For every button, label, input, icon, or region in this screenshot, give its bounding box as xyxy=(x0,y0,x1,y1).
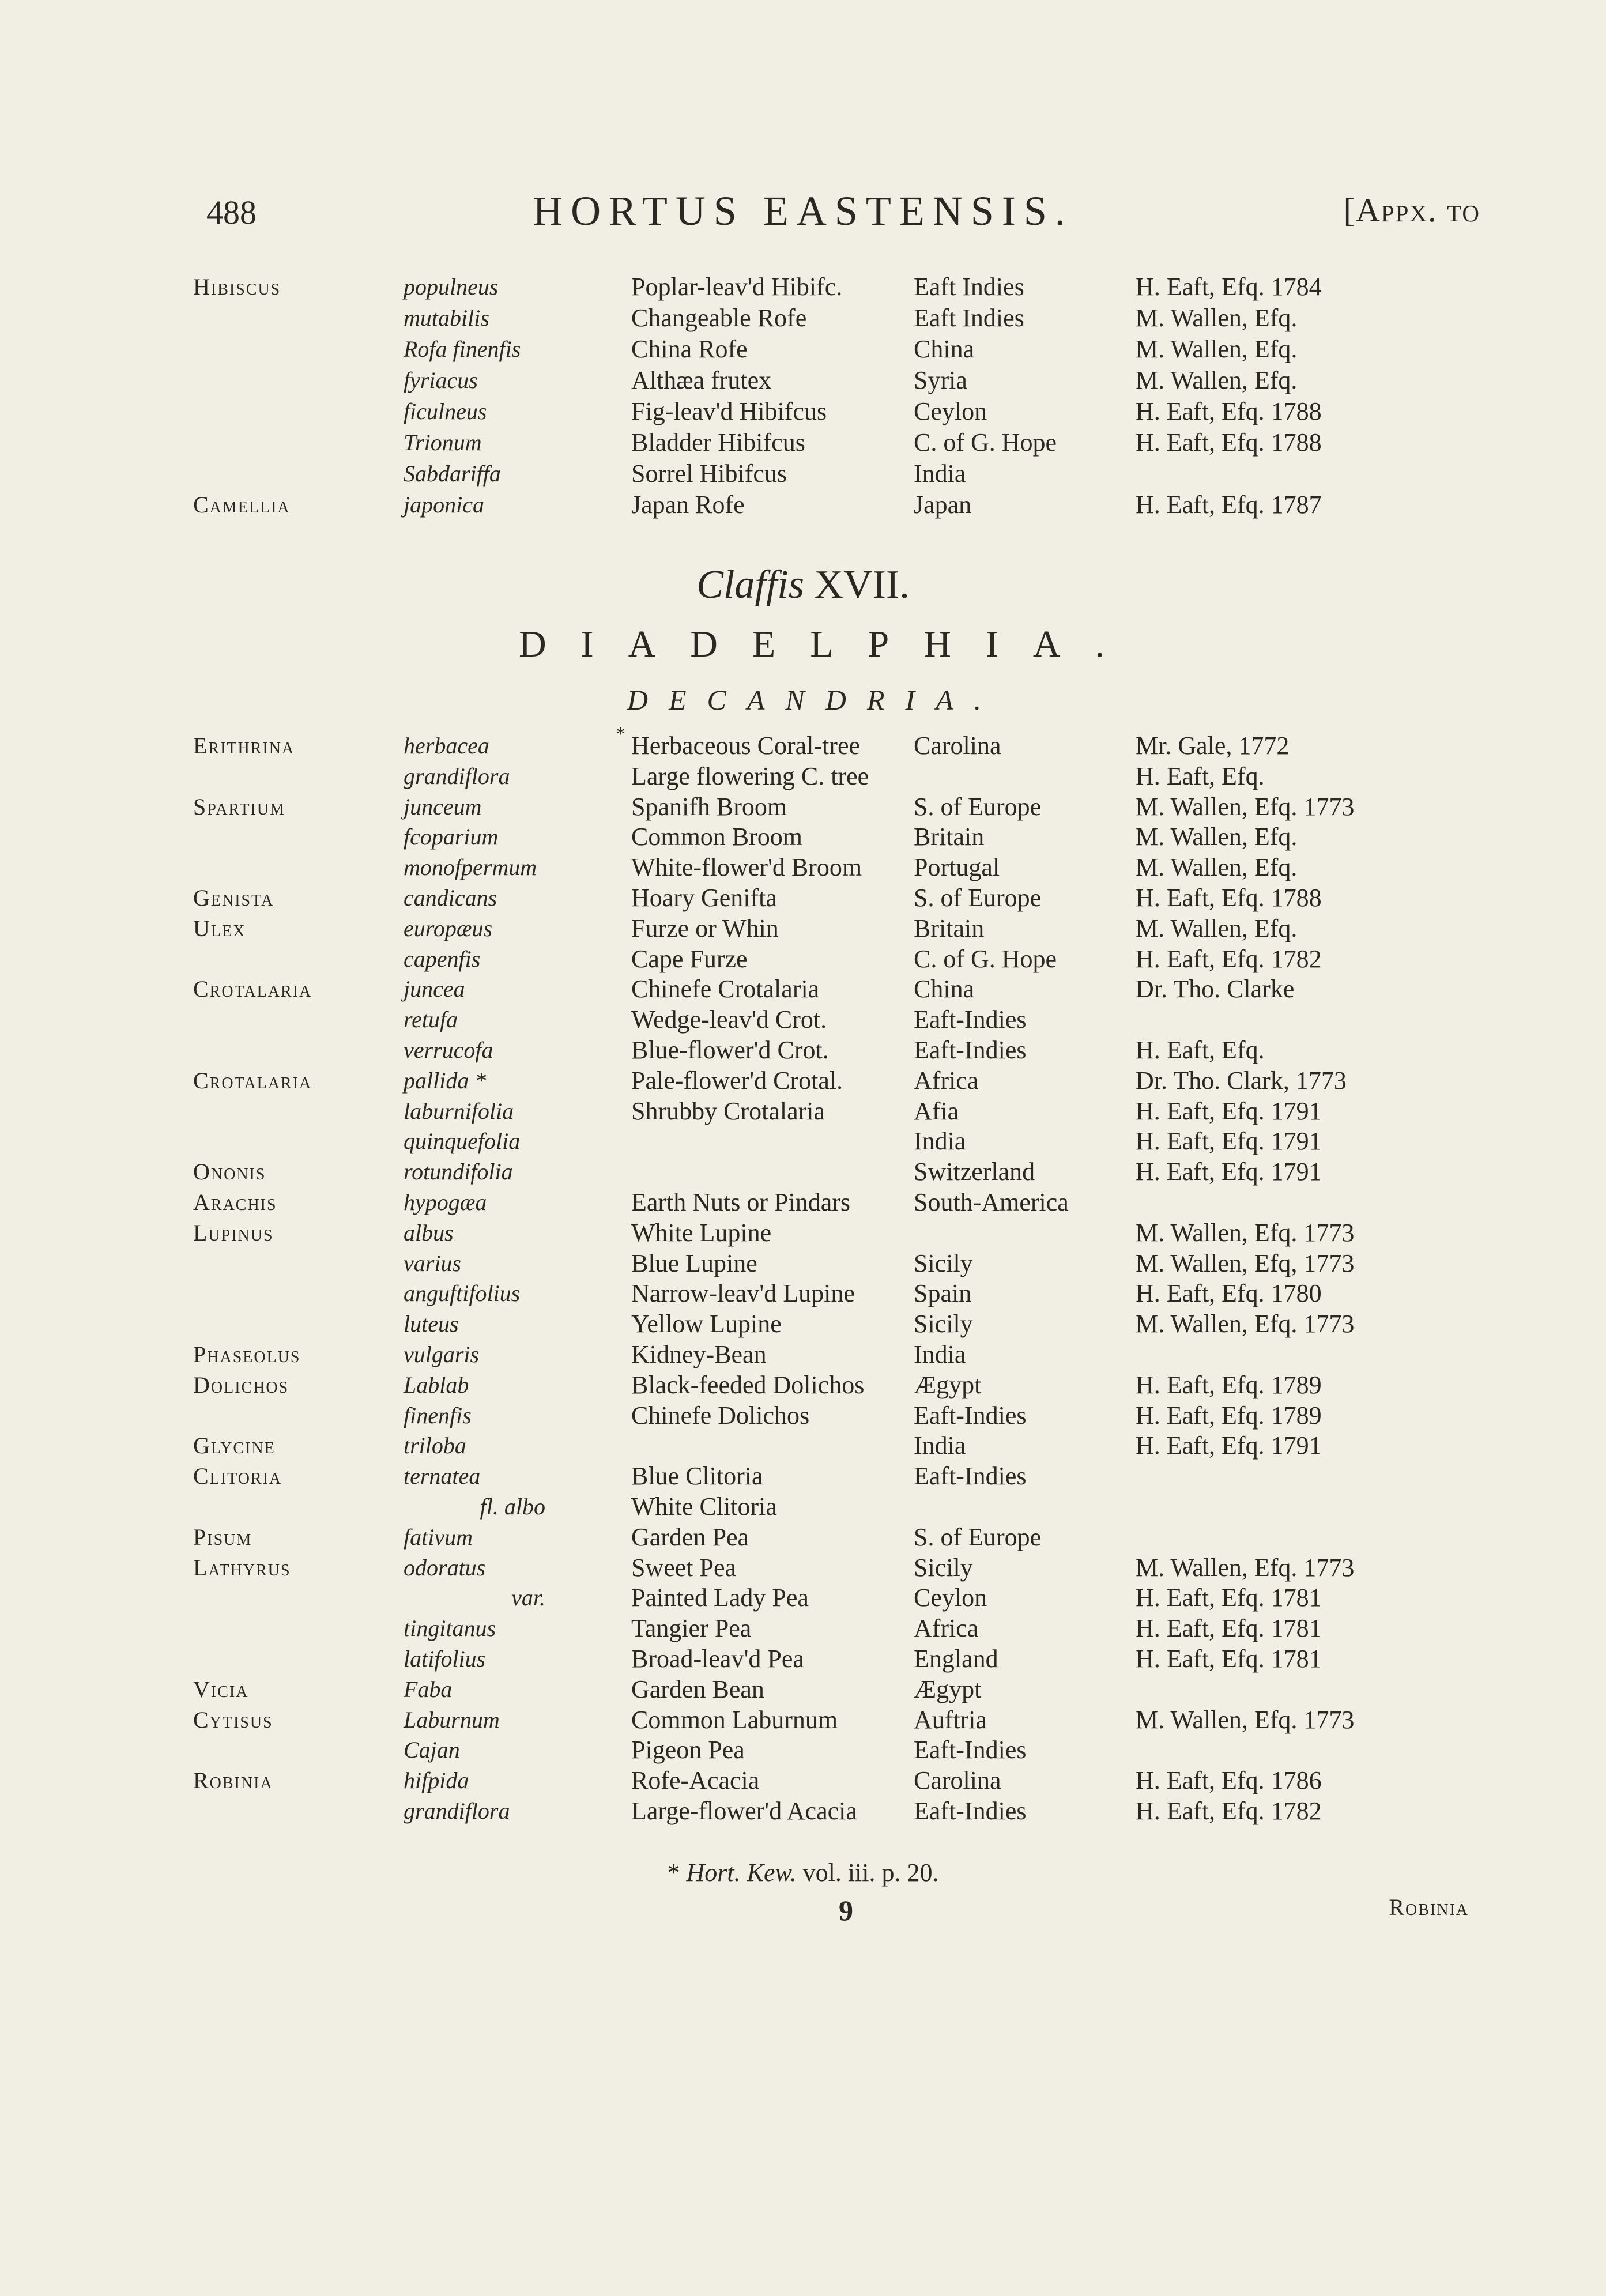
common-name: Narrow-leav'd Lupine xyxy=(631,1279,855,1308)
genus-name: Ononis xyxy=(193,1159,266,1185)
native-region: South-America xyxy=(914,1188,1069,1216)
common-name: Kidney-Bean xyxy=(631,1340,767,1368)
table-row xyxy=(0,1401,1606,1431)
table-row xyxy=(0,1035,1606,1065)
native-region: S. of Europe xyxy=(914,884,1042,912)
common-name: Earth Nuts or Pindars xyxy=(631,1188,851,1216)
genus-name: Camellia xyxy=(193,492,291,518)
species-name: quinquefolia xyxy=(404,1128,521,1155)
native-region: Auftria xyxy=(914,1705,987,1734)
table-row xyxy=(0,883,1606,913)
order-name: DECANDRIA. xyxy=(627,684,1002,716)
species-name: Rofa finenfis xyxy=(404,336,521,362)
native-region: Africa xyxy=(914,1614,979,1643)
introduced-by: M. Wallen, Efq, 1773 xyxy=(1136,1249,1355,1277)
species-name: Laburnum xyxy=(404,1706,500,1733)
native-region: Ægypt xyxy=(914,1675,982,1703)
introduced-by: H. Eaft, Efq. 1791 xyxy=(1136,1127,1322,1156)
species-name: varius xyxy=(404,1250,461,1276)
native-region: Syria xyxy=(914,366,967,394)
native-region: India xyxy=(914,1431,966,1460)
footnote xyxy=(0,1858,1606,1887)
native-region: C. of G. Hope xyxy=(914,944,1057,973)
table-row xyxy=(0,822,1606,852)
table-row xyxy=(0,428,1606,458)
genus-name: Erithrina xyxy=(193,733,295,759)
common-name: Garden Pea xyxy=(631,1522,749,1551)
table-row xyxy=(0,1613,1606,1643)
species-name: fl. albo xyxy=(480,1494,545,1520)
native-region: Ægypt xyxy=(914,1370,982,1399)
native-region: India xyxy=(914,459,966,488)
species-name: monofpermum xyxy=(404,854,537,881)
genus-name: Crotalaria xyxy=(193,976,312,1002)
introduced-by: H. Eaft, Efq. 1788 xyxy=(1136,428,1322,457)
native-region: S. of Europe xyxy=(914,1522,1042,1551)
table-row xyxy=(0,761,1606,791)
species-name: populneus xyxy=(404,274,499,300)
species-name: juncea xyxy=(404,976,465,1002)
introduced-by: H. Eaft, Efq. 1781 xyxy=(1136,1645,1322,1673)
species-name: var. xyxy=(511,1585,545,1611)
table-row xyxy=(0,1735,1606,1765)
common-name: Herbaceous Coral-tree xyxy=(631,732,861,760)
introduced-by: H. Eaft, Efq. xyxy=(1136,761,1265,790)
species-name: anguftifolius xyxy=(404,1280,521,1307)
table-row xyxy=(0,1705,1606,1735)
introduced-by: M. Wallen, Efq. 1773 xyxy=(1136,1310,1355,1339)
common-name: Blue Clitoria xyxy=(631,1462,763,1491)
common-name: White-flower'd Broom xyxy=(631,853,862,882)
catchword: Robinia xyxy=(1389,1894,1469,1920)
table-row xyxy=(0,1066,1606,1096)
native-region: Eaft-Indies xyxy=(914,1036,1027,1064)
native-region: India xyxy=(914,1340,966,1368)
genus-name: Spartium xyxy=(193,793,286,820)
introduced-by: H. Eaft, Efq. 1780 xyxy=(1136,1279,1322,1308)
common-name: Changeable Rofe xyxy=(631,304,807,332)
species-name: hifpida xyxy=(404,1767,469,1794)
common-name: China Rofe xyxy=(631,335,748,363)
species-name: tingitanus xyxy=(404,1615,496,1642)
species-name: finenfis xyxy=(404,1402,472,1428)
table-row xyxy=(0,853,1606,883)
common-name: Poplar-leav'd Hibifc. xyxy=(631,273,843,301)
genus-name: Hibiscus xyxy=(193,274,281,300)
common-name: Japan Rofe xyxy=(631,491,745,519)
footnote-reference: Hort. Kew. xyxy=(686,1858,797,1887)
table-row xyxy=(0,397,1606,427)
species-name: mutabilis xyxy=(404,305,489,331)
table-row xyxy=(0,1370,1606,1400)
table-row xyxy=(0,365,1606,395)
native-region: Britain xyxy=(914,823,985,851)
common-name: Furze or Whin xyxy=(631,914,779,942)
common-name: Pigeon Pea xyxy=(631,1736,745,1765)
table-row xyxy=(0,974,1606,1004)
common-name: Wedge-leav'd Crot. xyxy=(631,1005,827,1034)
species-name: verrucofa xyxy=(404,1037,493,1063)
class-heading xyxy=(0,562,1606,608)
table-row xyxy=(0,272,1606,302)
introduced-by: Dr. Tho. Clarke xyxy=(1136,975,1295,1004)
native-region: Portugal xyxy=(914,853,1000,882)
species-name: hypogæa xyxy=(404,1189,487,1215)
genus-name: Dolichos xyxy=(193,1371,289,1398)
introduced-by: M. Wallen, Efq. xyxy=(1136,366,1298,394)
species-name: ternatea xyxy=(404,1463,481,1490)
signature-mark: 9 xyxy=(839,1894,853,1926)
native-region: India xyxy=(914,1127,966,1156)
native-region: Carolina xyxy=(914,732,1001,760)
species-name: herbacea xyxy=(404,733,489,759)
classis-label: Claffis xyxy=(696,563,804,607)
common-name: Pale-flower'd Crotal. xyxy=(631,1066,843,1095)
native-region: China xyxy=(914,975,975,1004)
genus-name: Lupinus xyxy=(193,1219,274,1246)
native-region: Afia xyxy=(914,1096,959,1125)
genus-name: Genista xyxy=(193,885,274,911)
table-row xyxy=(0,792,1606,822)
native-region: Eaft Indies xyxy=(914,304,1024,332)
species-name: Lablab xyxy=(404,1371,469,1398)
table-row xyxy=(0,1431,1606,1461)
genus-name: Vicia xyxy=(193,1676,249,1702)
table-row xyxy=(0,1340,1606,1370)
common-name: Althæa frutex xyxy=(631,366,772,394)
species-name: fativum xyxy=(404,1524,473,1550)
common-name: Common Laburnum xyxy=(631,1705,838,1734)
species-name: albus xyxy=(404,1219,454,1246)
table-row xyxy=(0,334,1606,364)
species-name: Cajan xyxy=(404,1737,460,1763)
introduced-by: H. Eaft, Efq. 1784 xyxy=(1136,273,1322,301)
native-region: Africa xyxy=(914,1066,979,1095)
native-region: Sicily xyxy=(914,1553,973,1582)
native-region: Eaft-Indies xyxy=(914,1005,1027,1034)
native-region: Eaft-Indies xyxy=(914,1797,1027,1825)
common-name: White Clitoria xyxy=(631,1492,777,1521)
table-row xyxy=(0,1583,1606,1613)
genus-name: Arachis xyxy=(193,1189,277,1215)
species-name: fcoparium xyxy=(404,824,499,850)
common-name: Blue-flower'd Crot. xyxy=(631,1036,829,1064)
species-name: vulgaris xyxy=(404,1341,480,1367)
native-region: Eaft-Indies xyxy=(914,1401,1027,1430)
table-row xyxy=(0,303,1606,333)
native-region: Ceylon xyxy=(914,397,987,425)
table-row xyxy=(0,1796,1606,1826)
table-row xyxy=(0,1096,1606,1126)
table-row xyxy=(0,1522,1606,1552)
genus-name: Robinia xyxy=(193,1767,273,1794)
species-name: odoratus xyxy=(404,1554,486,1581)
introduced-by: M. Wallen, Efq. xyxy=(1136,853,1298,882)
native-region: Spain xyxy=(914,1279,972,1308)
genus-name: Crotalaria xyxy=(193,1067,312,1094)
common-name: Fig-leav'd Hibifcus xyxy=(631,397,827,425)
table-row xyxy=(0,1553,1606,1583)
species-name: junceum xyxy=(404,793,482,820)
introduced-by: M. Wallen, Efq. xyxy=(1136,335,1298,363)
common-name: Yellow Lupine xyxy=(631,1310,782,1339)
table-row xyxy=(0,1644,1606,1674)
common-name: Large-flower'd Acacia xyxy=(631,1797,857,1825)
common-name: Garden Bean xyxy=(631,1675,764,1703)
common-name: Rofe-Acacia xyxy=(631,1766,760,1795)
species-name: grandiflora xyxy=(404,1798,510,1824)
native-region: C. of G. Hope xyxy=(914,428,1057,457)
native-region: Eaft-Indies xyxy=(914,1736,1027,1765)
species-name: triloba xyxy=(404,1432,466,1459)
table-row xyxy=(0,1126,1606,1156)
introduced-by: H. Eaft, Efq. 1791 xyxy=(1136,1431,1322,1460)
introduced-by: M. Wallen, Efq. xyxy=(1136,304,1298,332)
introduced-by: H. Eaft, Efq. 1782 xyxy=(1136,944,1322,973)
introduced-by: M. Wallen, Efq. 1773 xyxy=(1136,1218,1355,1247)
introduced-by: H. Eaft, Efq. 1789 xyxy=(1136,1401,1322,1430)
page-number: 488 xyxy=(206,194,257,231)
table-row xyxy=(0,1218,1606,1248)
native-region: S. of Europe xyxy=(914,792,1042,821)
introduced-by: H. Eaft, Efq. xyxy=(1136,1036,1265,1064)
table-row xyxy=(0,1005,1606,1035)
species-name: ficulneus xyxy=(404,398,487,424)
species-name: Faba xyxy=(404,1676,453,1702)
species-name: laburnifolia xyxy=(404,1098,514,1124)
footnote-marker: * xyxy=(667,1858,680,1887)
common-name: Broad-leav'd Pea xyxy=(631,1645,804,1673)
table-row xyxy=(0,1675,1606,1705)
species-name: europæus xyxy=(404,915,493,941)
genus-name: Ulex xyxy=(193,915,246,941)
introduced-by: Mr. Gale, 1772 xyxy=(1136,732,1290,760)
introduced-by: M. Wallen, Efq. xyxy=(1136,823,1298,851)
introduced-by: M. Wallen, Efq. xyxy=(1136,914,1298,942)
native-region: Switzerland xyxy=(914,1158,1035,1186)
common-name: Bladder Hibifcus xyxy=(631,428,805,457)
introduced-by: H. Eaft, Efq. 1787 xyxy=(1136,491,1322,519)
genus-name: Clitoria xyxy=(193,1463,282,1490)
common-name: Common Broom xyxy=(631,823,803,851)
species-name: Sabdariffa xyxy=(404,461,501,487)
common-name: Chinefe Dolichos xyxy=(631,1401,810,1430)
introduced-by: M. Wallen, Efq. 1773 xyxy=(1136,1553,1355,1582)
genus-name: Pisum xyxy=(193,1524,252,1550)
common-name: Sweet Pea xyxy=(631,1553,737,1582)
introduced-by: H. Eaft, Efq. 1781 xyxy=(1136,1614,1322,1643)
introduced-by: H. Eaft, Efq. 1789 xyxy=(1136,1370,1322,1399)
species-name: pallida * xyxy=(404,1067,487,1094)
introduced-by: M. Wallen, Efq. 1773 xyxy=(1136,1705,1355,1734)
genus-name: Phaseolus xyxy=(193,1341,301,1367)
common-name: Tangier Pea xyxy=(631,1614,752,1643)
common-name: Hoary Genifta xyxy=(631,884,777,912)
native-region: Japan xyxy=(914,491,972,519)
genus-name: Cytisus xyxy=(193,1706,273,1733)
introduced-by: H. Eaft, Efq. 1788 xyxy=(1136,397,1322,425)
appendix-reference: [Appx. to xyxy=(1343,191,1480,229)
common-name: Painted Lady Pea xyxy=(631,1584,809,1612)
table-row xyxy=(0,1157,1606,1187)
species-name: rotundifolia xyxy=(404,1159,513,1185)
common-name: Spanifh Broom xyxy=(631,792,787,821)
common-name: White Lupine xyxy=(631,1218,772,1247)
table-row xyxy=(0,1279,1606,1309)
table-row xyxy=(0,1249,1606,1279)
introduced-by: M. Wallen, Efq. 1773 xyxy=(1136,792,1355,821)
running-title: HORTUS EASTENSIS. xyxy=(533,188,1073,234)
common-name: Cape Furze xyxy=(631,944,748,973)
species-name: fyriacus xyxy=(404,367,478,393)
species-name: latifolius xyxy=(404,1646,486,1672)
native-region: Britain xyxy=(914,914,985,942)
page-header xyxy=(0,187,1606,239)
native-region: Eaft-Indies xyxy=(914,1462,1027,1491)
class-name: DIADELPHIA. xyxy=(518,623,1140,665)
common-name: Sorrel Hibifcus xyxy=(631,459,787,488)
species-name: grandiflora xyxy=(404,763,510,789)
common-name: Blue Lupine xyxy=(631,1249,757,1277)
table-row xyxy=(0,1309,1606,1339)
table-row xyxy=(0,914,1606,944)
table-row xyxy=(0,1766,1606,1796)
native-region: England xyxy=(914,1645,998,1673)
introduced-by: H. Eaft, Efq. 1786 xyxy=(1136,1766,1322,1795)
native-region: China xyxy=(914,335,975,363)
species-name: capenfis xyxy=(404,945,481,972)
native-region: Sicily xyxy=(914,1310,973,1339)
introduced-by: Dr. Tho. Clark, 1773 xyxy=(1136,1066,1347,1095)
genus-name: Lathyrus xyxy=(193,1554,291,1581)
introduced-by: H. Eaft, Efq. 1781 xyxy=(1136,1584,1322,1612)
table-row xyxy=(0,459,1606,489)
native-region: Ceylon xyxy=(914,1584,987,1612)
species-name: retufa xyxy=(404,1006,458,1033)
species-name: luteus xyxy=(404,1311,459,1337)
table-row xyxy=(0,944,1606,974)
common-name: Large flowering C. tree xyxy=(631,761,869,790)
native-region: Carolina xyxy=(914,1766,1001,1795)
common-name: Shrubby Crotalaria xyxy=(631,1096,825,1125)
footnote-text: vol. iii. p. 20. xyxy=(802,1858,939,1887)
genus-name: Glycine xyxy=(193,1432,276,1459)
table-row xyxy=(0,731,1606,761)
table-row xyxy=(0,1492,1606,1522)
native-region: Eaft Indies xyxy=(914,273,1024,301)
introduced-by: H. Eaft, Efq. 1791 xyxy=(1136,1158,1322,1186)
table-row xyxy=(0,490,1606,520)
table-row xyxy=(0,1187,1606,1217)
introduced-by: H. Eaft, Efq. 1782 xyxy=(1136,1797,1322,1825)
asterisk-marker: * xyxy=(616,723,625,745)
native-region: Sicily xyxy=(914,1249,973,1277)
introduced-by: H. Eaft, Efq. 1791 xyxy=(1136,1096,1322,1125)
class-numeral: XVII. xyxy=(814,563,910,607)
introduced-by: H. Eaft, Efq. 1788 xyxy=(1136,884,1322,912)
table-row xyxy=(0,1461,1606,1491)
species-name: japonica xyxy=(404,492,484,518)
common-name: Black-feeded Dolichos xyxy=(631,1370,865,1399)
species-name: candicans xyxy=(404,885,497,911)
common-name: Chinefe Crotalaria xyxy=(631,975,820,1004)
species-name: Trionum xyxy=(404,429,482,455)
